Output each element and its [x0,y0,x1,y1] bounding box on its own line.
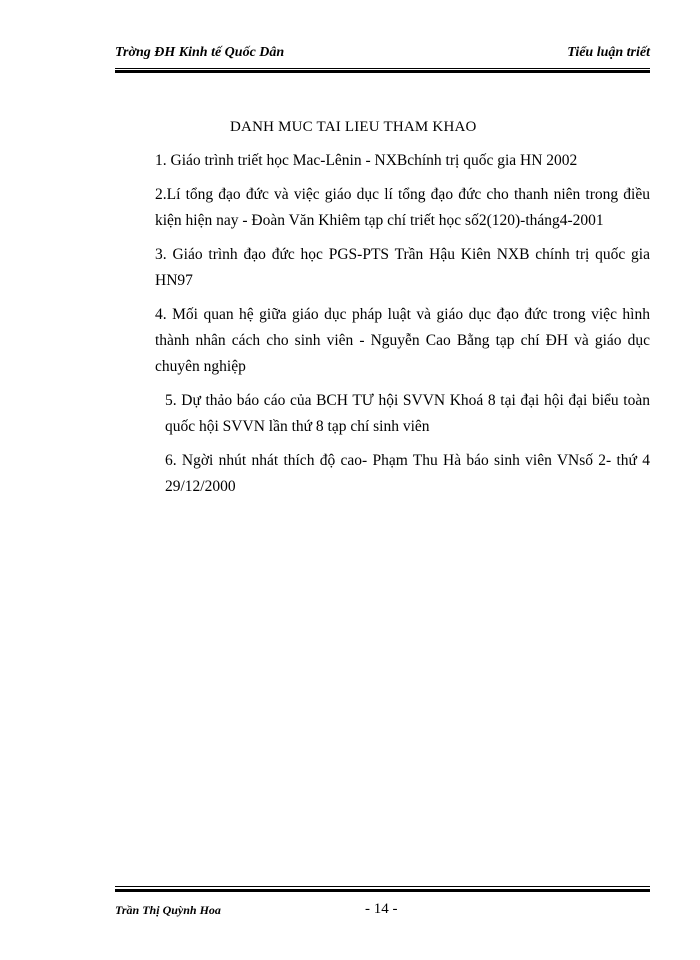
footer-rule-thick [115,889,650,892]
references-title: DANH MUC TAI LIEU THAM KHAO [230,119,477,135]
references-section [155,119,650,508]
footer-rule-thin [115,886,650,887]
reference-item-1: 1. Giáo trình triết học Mac-Lênin - NXBchính trị quốc gia HN 2002 [155,152,578,169]
header-rule-thin [115,68,650,69]
header-rule-thick [115,70,650,73]
page-footer [115,903,650,923]
header-doc-type: Tiểu luận triết [567,45,650,60]
reference-item-2: 2.Lí tổng đạo đức và việc giáo dục lí tổng đạo đức cho thanh niên trong điều kiện hiện nay - Đoàn Văn Khiêm tạp chí triết học số2(120)-tháng4-2001 [155,186,650,229]
header-school: Trờng ĐH Kinh tế Quốc Dân [115,45,285,60]
reference-item-4: 4. Mối quan hệ giữa giáo dục pháp luật và giáo dục đạo đức trong việc hình thành nhân cách cho sinh viên - Nguyễn Cao Bằng tạp chí ĐH và giáo dục chuyên nghiệp [155,306,650,375]
reference-item-6: 6. Ngời nhút nhát thích độ cao- Phạm Thu Hà báo sinh viên VNsố 2- thứ 4 29/12/2000 [165,452,650,495]
footer-author: Trần Thị Quỳnh Hoa [115,903,221,917]
reference-item-5: 5. Dự thảo báo cáo của BCH TƯ hội SVVN Khoá 8 tại đại hội đại biểu toàn quốc hội SVVN lần thứ 8 tạp chí sinh viên [165,392,650,435]
page-number: - 14 - [365,901,398,917]
reference-item-3: 3. Giáo trình đạo đức học PGS-PTS Trần Hậu Kiên NXB chính trị quốc gia HN97 [155,246,650,289]
